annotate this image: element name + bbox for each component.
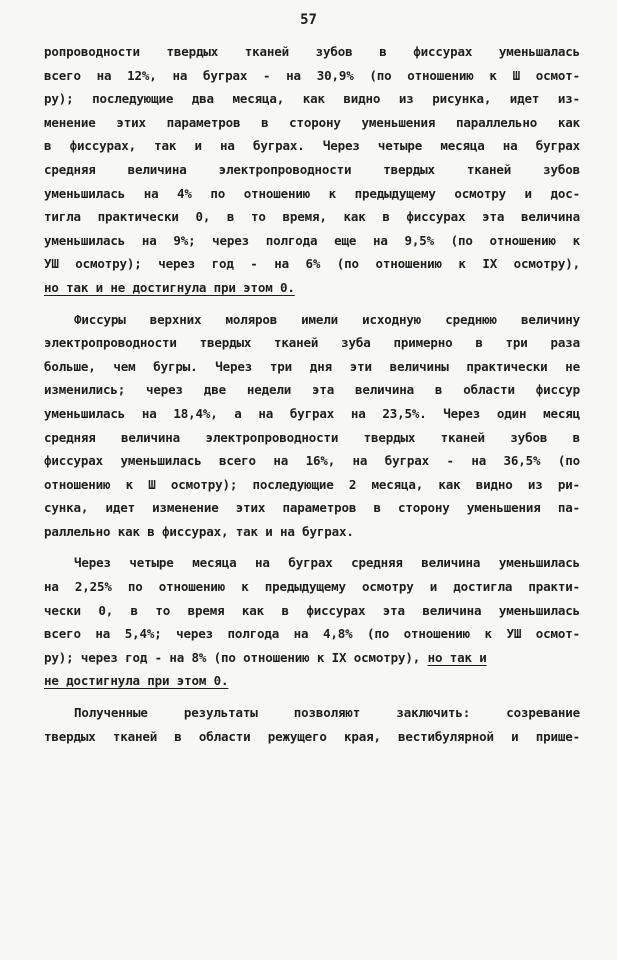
text-line: раллельно как в фиссурах, так и на буграх. (44, 523, 354, 539)
underlined-text: но так и (427, 649, 487, 665)
text-line: сунка, идет изменение этих параметров в сторону уменьшения па- (44, 500, 580, 516)
text-line: средняя величина электропроводности твердых тканей зубов в (44, 429, 580, 445)
text-line: Через четыре месяца на буграх средняя величина уменьшилась (74, 555, 580, 571)
text-line: УШ осмотру); через год - на 6% (по отношению к IX осмотру), (44, 256, 580, 272)
text-line: тигла практически 0, в то время, как в фиссурах эта величина (44, 209, 580, 225)
text-line: уменьшилась на 9%; через полгода еще на 9,5% (по отношению к (44, 232, 580, 248)
text-line: больше, чем бугры. Через три дня эти величины практически не (44, 358, 580, 374)
text-line: отношению к Ш осмотру); последующие 2 месяца, как видно из ри- (44, 476, 580, 492)
text-line: фиссурах уменьшилась всего на 16%, на буграх - на 36,5% (по (44, 453, 580, 469)
text-line: изменились; через две недели эта величина в области фиссур (44, 382, 580, 398)
text-line (44, 646, 580, 670)
text-line: электропроводности твердых тканей зуба примерно в три раза (44, 335, 580, 351)
text-line (44, 276, 580, 300)
text-line: Фиссуры верхних моляров имели исходную среднюю величину (74, 311, 580, 327)
text-fragment: ру); через год - на 8% (по отношению к IX осмотру), (44, 649, 421, 665)
underlined-text: но так и не достигнула при этом 0. (44, 279, 295, 295)
text-line: уменьшилась на 18,4%, а на буграх на 23,5%. Через один месяц (44, 405, 580, 421)
text-line: менение этих параметров в сторону уменьшения параллельно как (44, 114, 580, 130)
underlined-text: не достигнула при этом 0. (44, 673, 229, 689)
text-line: чески 0, в то время как в фиссурах эта величина уменьшилась (44, 602, 580, 618)
text-line: твердых тканей в области режущего края, вестибулярной и прише- (44, 728, 580, 744)
text-line: всего на 5,4%; через полгода на 4,8% (по отношению к УШ осмот- (44, 626, 580, 642)
page-number: 57 (300, 12, 317, 28)
text-line: ропроводности твердых тканей зубов в фиссурах уменьшалась (44, 44, 580, 59)
text-line: ру); последующие два месяца, как видно из рисунка, идет из- (44, 91, 580, 107)
body-text (44, 40, 580, 748)
text-line: на 2,25% по отношению к предыдущему осмотру и достигла практи- (44, 579, 580, 595)
text-line: в фиссурах, так и на буграх. Через четыре месяца на буграх (44, 138, 580, 154)
text-line: уменьшилась на 4% по отношению к предыдущему осмотру и дос- (44, 185, 580, 201)
text-line (44, 669, 580, 693)
text-line: средняя величина электропроводности твердых тканей зубов (44, 161, 580, 177)
text-line: всего на 12%, на буграх - на 30,9% (по отношению к Ш осмот- (44, 67, 580, 83)
text-line: Полученные результаты позволяют заключить: созревание (74, 705, 580, 721)
